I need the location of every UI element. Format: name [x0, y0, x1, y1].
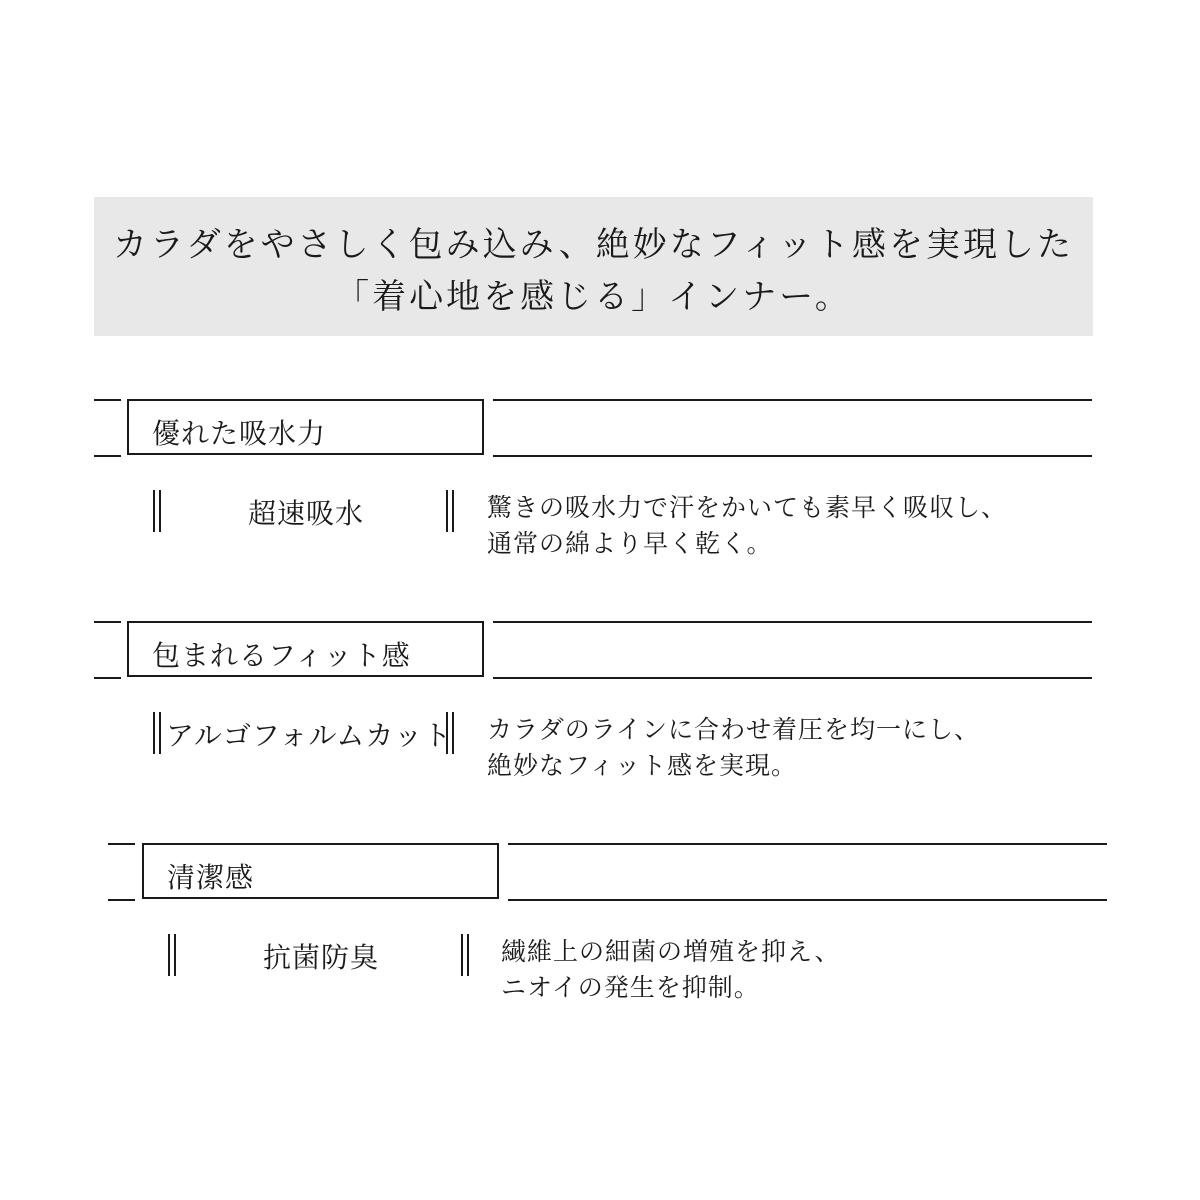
- divider-line: [94, 677, 121, 679]
- divider-line: [508, 843, 1107, 845]
- description-line: カラダのラインに合わせ着圧を均一にし、: [487, 715, 981, 744]
- description-line: ニオイの発生を抑制。: [501, 973, 760, 1002]
- feature-description: [487, 712, 980, 784]
- description-line: 通常の綿より早く乾く。: [487, 529, 773, 558]
- divider-line: [493, 621, 1092, 623]
- term-bracket-right: [446, 712, 454, 754]
- term-bracket-left: [153, 490, 161, 532]
- feature-description: [487, 490, 1007, 562]
- description-line: 繊維上の細菌の増殖を抑え、: [501, 937, 841, 966]
- section-heading: 包まれるフィット感: [152, 639, 411, 672]
- feature-description: [501, 934, 841, 1006]
- divider-line: [94, 621, 121, 623]
- divider-line: [94, 455, 121, 457]
- description-line: 驚きの吸水力で汗をかいても素早く吸収し、: [487, 493, 1008, 522]
- hero-headline-line-1: カラダをやさしく包み込み、絶妙なフィット感を実現した: [113, 225, 1074, 265]
- term-bracket-right: [461, 934, 469, 976]
- divider-line: [493, 677, 1092, 679]
- term-bracket-left: [168, 934, 176, 976]
- description-line: 絶妙なフィット感を実現。: [487, 751, 798, 780]
- divider-line: [108, 843, 135, 845]
- divider-line: [493, 455, 1092, 457]
- hero-banner: [94, 197, 1093, 336]
- section-heading-box: [127, 621, 484, 677]
- section-heading-box: [127, 399, 484, 455]
- feature-term: 超速吸水: [247, 497, 364, 530]
- feature-term: 抗菌防臭: [262, 941, 379, 974]
- section-heading: 清潔感: [167, 861, 255, 894]
- divider-line: [493, 399, 1092, 401]
- term-bracket-left: [153, 712, 161, 754]
- term-bracket-right: [446, 490, 454, 532]
- hero-headline-line-2: 「着心地を感じる」インナー。: [335, 277, 852, 317]
- divider-line: [94, 399, 121, 401]
- section-heading-box: [142, 843, 499, 899]
- divider-line: [508, 899, 1107, 901]
- section-heading: 優れた吸水力: [152, 417, 327, 450]
- divider-line: [108, 899, 135, 901]
- feature-term: アルゴフォルムカット: [166, 719, 453, 752]
